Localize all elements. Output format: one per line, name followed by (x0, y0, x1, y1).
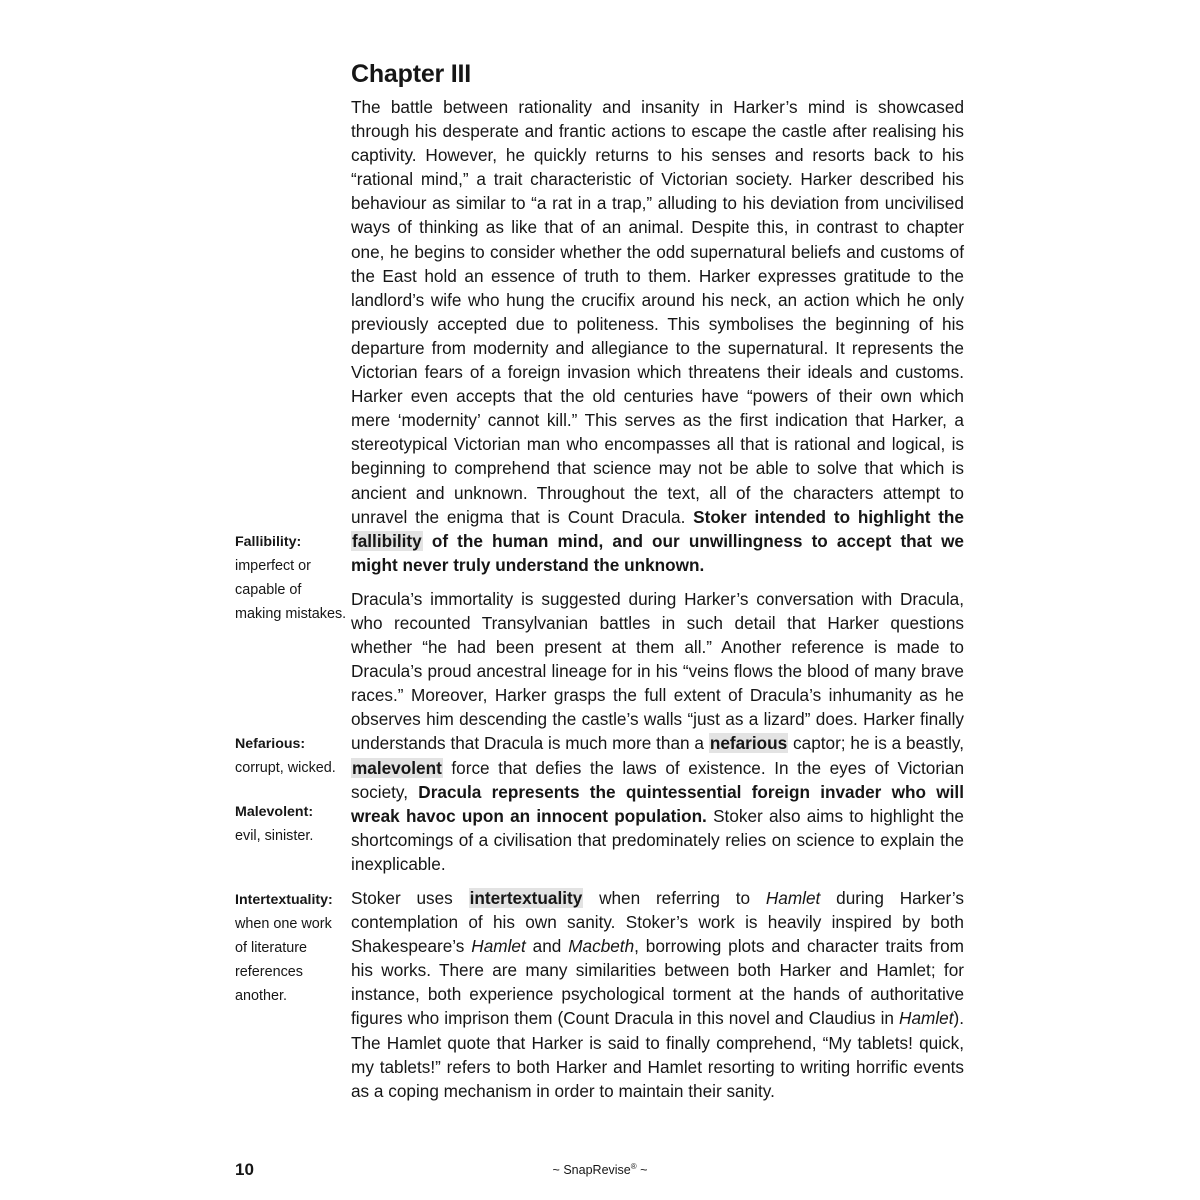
paragraph-1-bold-start: Stoker intended to highlight the (693, 506, 964, 527)
italic-hamlet-2: Hamlet (471, 936, 526, 957)
registered-mark: ® (630, 1162, 637, 1171)
paragraph-3-text-6: ). The Hamlet quote that Harker is said to finally comprehend, “My tablets! quick, my tablets!” refers to both Harker and Hamlet resorting to writing horrific events as a coping mechanism in order to maintain their sanity. (351, 1008, 964, 1101)
paragraph-1 (351, 95, 964, 577)
paragraph-3-text-5: , borrowing plots and character traits from his works. There are many similarities between both Harker and Hamlet; for instance, both experience psychological torment at the hands of authoritative figures who imprison them (Count Dracula in this novel and Claudius in (351, 936, 964, 1029)
highlight-nefarious: nefarious (709, 733, 788, 754)
glossary-malevolent (235, 800, 347, 848)
glossary-term: Intertextuality: (235, 892, 333, 908)
glossary-definition: imperfect or capable of making mistakes. (235, 558, 347, 623)
glossary-definition: evil, sinister. (235, 828, 314, 845)
paragraph-2-text-1: Dracula’s immortality is suggested during Harker’s conversation with Dracula, who recounted Transylvanian battles in such detail that Harker questions whether “he had been present at them all.” Another reference is made to Dracula’s proud ancestral lineage for in his “veins flows the blood of many brave races.” Moreover, Harker grasps the full extent of Dracula’s inhumanity as he observes him descending the castle’s walls “just as a lizard” does. Harker finally understands that Dracula is much more than a (351, 588, 964, 754)
glossary-definition: when one work of literature references another. (235, 916, 332, 1005)
highlight-fallibility: fallibility (352, 530, 422, 551)
glossary-definition: corrupt, wicked. (235, 760, 336, 777)
glossary-intertextuality (235, 888, 347, 1008)
italic-hamlet-1: Hamlet (765, 888, 821, 908)
paragraph-3-text-2: when referring to (583, 888, 766, 908)
glossary-term: Nefarious: (235, 736, 306, 752)
page-number: 10 (235, 1160, 254, 1179)
footer-tilde-left: ~ (552, 1163, 560, 1178)
paragraph-3-text-3: during Harker’s contemplation of his own sanity. Stoker’s work is heavily inspired by both Shakespeare’s (351, 888, 965, 957)
paragraph-2-text-3: force that defies the laws of existence. In the eyes of Victorian society, (351, 757, 964, 802)
paragraph-2-text-4: Stoker also aims to highlight the shortcomings of a civilisation that predominately relies on science to explain the inexplicable. (351, 805, 964, 874)
paragraph-3 (351, 886, 964, 1103)
footer-tilde-right: ~ (640, 1163, 648, 1178)
paragraph-1-text: The battle between rationality and insanity in Harker’s mind is showcased through his desperate and frantic actions to escape the castle after realising his captivity. However, he quickly returns to his senses and resorts back to his “rational mind,” a trait characteristic of Victorian society. Harker described his behaviour as similar to “a rat in a trap,” alluding to his deviation from uncivilised ways of thinking as like that of an animal. Despite this, in contrast to chapter one, he begins to consider whether the odd supernatural beliefs and customs of the East hold an essence of truth to them. Harker expresses gratitude to the landlord’s wife who hung the crucifix around his neck, an action which he only previously accepted due to politeness. This symbolises the beginning of his departure from modernity and allegiance to the supernatural. It represents the Victorian fears of a foreign invasion which threatens their ideals and customs. Harker even accepts that the old centuries have “powers of their own which mere ‘modernity’ cannot kill.” This serves as the first indication that Harker, a stereotypical Victorian man who encompasses all that is rational and logical, is beginning to comprehend that science may not be able to solve that which is ancient and unknown. Throughout the text, all of the characters attempt to unravel the enigma that is Count Dracula. (351, 97, 964, 527)
glossary-fallibility (235, 530, 347, 626)
paragraph-3-text-4: and (525, 936, 569, 957)
paragraph-1-bold-end: of the human mind, and our unwillingness to accept that we might never truly understand the unknown. (351, 530, 964, 575)
paragraph-2-bold: Dracula represents the quintessential foreign invader who will wreak havoc upon an innocent population. (351, 781, 964, 826)
highlight-intertextuality: intertextuality (469, 888, 583, 908)
paragraph-3-text-1: Stoker uses (351, 888, 469, 908)
brand-name: SnapRevise (563, 1163, 631, 1178)
paragraph-2 (351, 587, 964, 876)
italic-hamlet-3: Hamlet (899, 1008, 954, 1029)
glossary-term: Malevolent: (235, 804, 314, 820)
main-text-column (351, 95, 964, 1103)
chapter-title: Chapter III (351, 60, 472, 88)
footer-brand (0, 1162, 1200, 1177)
italic-macbeth: Macbeth (568, 936, 635, 957)
glossary-nefarious (235, 732, 347, 780)
paragraph-2-text-2: captor; he is a beastly, (788, 733, 964, 754)
highlight-malevolent: malevolent (352, 757, 442, 778)
glossary-term: Fallibility: (235, 534, 302, 550)
